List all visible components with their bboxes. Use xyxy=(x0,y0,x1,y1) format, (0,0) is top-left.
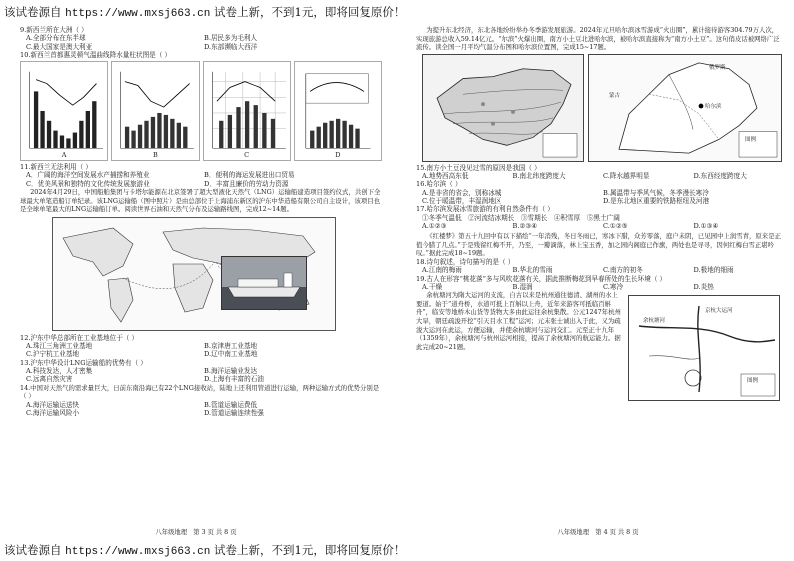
option: B．便利的海运发展进出口贸易 xyxy=(204,171,295,180)
climate-chart-a xyxy=(20,61,108,161)
option: B.居民多为毛利人 xyxy=(204,34,258,43)
option: A.①②③ xyxy=(422,221,447,230)
banner-suffix: 试卷上新，不到1元，即将回复原价！ xyxy=(214,5,406,19)
question-18-options xyxy=(416,266,784,274)
russia-label: 俄罗斯 xyxy=(709,64,726,71)
question-15-stem: 15.南方小土豆没见过雪的原因是我国（ ） xyxy=(416,163,541,172)
china-january-temperature-map xyxy=(422,54,584,162)
option: A.江南的梅雨 xyxy=(422,266,462,275)
option: D.炎热 xyxy=(693,282,714,291)
top-banner xyxy=(4,4,405,20)
option: B.管道运输运费低 xyxy=(204,400,258,409)
page-footer-3: 八年级地理 第 3 页 共 8 页 xyxy=(155,529,237,536)
question-9-options xyxy=(20,34,382,51)
climate-charts xyxy=(20,61,382,161)
question-12-options xyxy=(20,342,382,359)
option: C.最大国家是澳大利亚 xyxy=(26,42,93,51)
option: B.华北的雪雨 xyxy=(512,266,553,275)
question-11-stem: 11.新西兰无法利用（ ） xyxy=(20,163,92,172)
option: A.全部分布在东半球 xyxy=(26,34,86,43)
canal-legend-label: 图例 xyxy=(747,378,759,385)
option: D.极地的细雨 xyxy=(693,266,734,275)
option: B.属温带与季风气候，冬季漫长寒冷 xyxy=(603,188,709,197)
option: D.东部濒临大西洋 xyxy=(204,42,258,51)
option: C.寒冷 xyxy=(603,282,624,291)
question-12-stem: 12.沪东中华总部所在工业基地位于（ ） xyxy=(20,333,139,342)
harbin-location-map xyxy=(588,54,782,162)
question-9-stem: 9.新西兰所在大洲（ ） xyxy=(20,26,88,34)
question-14-options xyxy=(20,401,382,418)
option: C.①②⑤ xyxy=(603,221,628,230)
banner-url[interactable]: https://www.mxsj663.cn xyxy=(65,8,211,20)
option: B.京津唐工业基地 xyxy=(204,342,258,351)
lng-ship-photo xyxy=(221,256,307,310)
option: B.南北纬度跨度大 xyxy=(512,172,566,181)
option: C.海洋运输风险小 xyxy=(26,409,80,418)
harbin-passage: 为提升东北经济，东北各地纷纷举办冬季游发展旅游。2024年元旦哈尔滨冰雪游成“火出圈”，累计接待游客304.79万人次，实现旅游总收入59.14亿元。“尔滨”火爆出圈，南方小土豆北进哈尔滨，被哈尔滨直接称为“南方小土豆”。这句俏皮话被网络广泛流传。读全国一月平均气温分布图和哈尔滨位置图，完成15~17题。 xyxy=(416,26,780,52)
honglou-passage: 《红楼梦》第五十九回中有以下描绘“一年消残，冬日冬雨已，寒冰下腊，众芳零落，庭户未阴，已见园中上润雪青，原来是正值今腊了几点。”于是残留红梅不开，乃至，一瓣滴落，林上宝玉香，加之园内阁庭已作旗，两处也是寻寻，因何红梅白雪正堪吟叹。”据此完成18~19题。 xyxy=(416,232,781,258)
river-label: 余杭塘河 xyxy=(643,318,666,325)
climate-chart-c xyxy=(203,61,291,161)
option: D.①③④ xyxy=(693,221,719,230)
question-13-stem: 13.沪东中华设计LNG运输船的优势有（ ） xyxy=(20,358,147,367)
option: D.管道运输连续性强 xyxy=(204,409,264,418)
option: B.②③④ xyxy=(512,221,538,230)
chart-label-d: D xyxy=(335,151,341,160)
yuhang-canal-map xyxy=(628,295,780,401)
bottom-banner xyxy=(4,542,405,558)
banner-prefix: 该试卷源自 xyxy=(4,543,62,557)
canal-passage: 余杭塘河为隋大运河的支流，自古以来是杭州通往德清、湖州的水上要道。始于“道舟桥，水道可抵上百斛以上舟，近年来游客可抵临百斛舟”，临安等地桥木山货等货物大多由此运往余杭集散。公元1247年杭州大旱，朝廷疏浚开挖“引天目水工程”运河；元末张士诚出入于此，又为疏浚大运河在此运，方便运输，并使余杭塘河与运河交汇。元至正十九年（1359年），余杭塘河与杭州运河相接，提高了余杭塘河的航运能力。据此完成20~21题。 xyxy=(416,291,621,351)
question-16-stem: 16.哈尔滨（ ） xyxy=(416,180,462,189)
option: D.是东北地区重要的铁路枢纽及河港 xyxy=(603,196,710,205)
question-19-stem: 19.古人在形容“桃花落”多与风吹花落有关，据此推断梅花到早春所处的生长环境（ ） xyxy=(416,274,667,283)
option: C.远离自然灾害 xyxy=(26,375,73,384)
harbin-label: 哈尔滨 xyxy=(705,103,722,110)
question-17-items: ①冬季气温低 ②河流结冰期长 ③雪期长 ④积雪厚 ⑤黑土广阔 xyxy=(422,213,620,222)
option: B.海洋运输业发达 xyxy=(204,367,258,376)
option: D.辽中南工业基地 xyxy=(204,350,258,359)
canal-section xyxy=(416,291,784,401)
lng-passage: 2024年4月29日，中国船舶集团与卡塔尔能源在北京签署了超大型液化天然气（LNG）运输船建造项目签约仪式，共创下全球最大单笔造船订单纪录。该LNG运输船（图中照片）是由总部位于上海浦东新区的沪东中华造船有限公司自主设计，该项目也是全球单笔最大的LNG运输船订单。阅读世界石油和天然气分布及运输路线图，完成12~14题。 xyxy=(20,188,381,214)
option: C.位于暖温带，丰湿润地区 xyxy=(422,196,502,205)
option: A.干燥 xyxy=(422,282,443,291)
option: A.海洋运输运送快 xyxy=(26,400,80,409)
question-11-options xyxy=(20,171,382,188)
map-row xyxy=(422,54,784,162)
page-footer-4: 八年级地理 第 4 页 共 8 页 xyxy=(557,529,639,536)
question-13-options xyxy=(20,367,382,384)
chart-label-c: C xyxy=(244,151,250,160)
option: A.地势西高东低 xyxy=(422,172,469,181)
option: D．丰富且廉价的劳动力资源 xyxy=(204,179,289,188)
question-19-options xyxy=(416,283,784,291)
question-16-options xyxy=(416,189,784,206)
mongolia-label: 蒙古 xyxy=(609,92,621,99)
option: D.上海有丰富的石油 xyxy=(204,375,264,384)
banner-url[interactable]: https://www.mxsj663.cn xyxy=(65,546,211,558)
option: B.湿润 xyxy=(512,282,533,291)
option: C.沪宁杭工业基地 xyxy=(26,350,80,359)
question-15-options xyxy=(416,172,784,180)
banner-suffix: 试卷上新，不到1元，即将回复原价！ xyxy=(214,543,406,557)
question-17-stem: 17.哈尔滨发展冰雪旅游的有利自然条件有（ ） xyxy=(416,205,554,214)
legend-label: 图例 xyxy=(745,136,757,143)
question-10-stem: 10.新西兰首都惠灵顿气温曲线降水量柱状图是（ ） xyxy=(20,50,172,59)
option: C．优美风景和独特的文化传统发展旅游业 xyxy=(26,179,150,188)
option: C.南方的初冬 xyxy=(603,266,643,275)
question-14-stem: 14.中国对天然气的需求量巨大，日前东南沿海已有22个LNG接收站，陆地上还利用管道进行运输，两种运输方式的优势分别是（ ） xyxy=(20,383,380,401)
canal-label: 京杭大运河 xyxy=(705,308,733,315)
banner-prefix: 该试卷源自 xyxy=(4,5,62,19)
exam-page-4 xyxy=(412,22,784,536)
option: A．广阔的海洋空间发展水产捕捞和养殖业 xyxy=(26,171,150,180)
option: A.科技发达，人才密集 xyxy=(26,367,93,376)
option: A.是非省的省会，别称冰城 xyxy=(422,188,502,197)
question-17-options xyxy=(416,222,784,230)
chart-label-b: B xyxy=(152,151,158,160)
option: D.东西经度跨度大 xyxy=(693,172,747,181)
world-oil-gas-map xyxy=(52,217,336,331)
exam-page-3 xyxy=(10,22,382,536)
option: C.降水越界明显 xyxy=(603,172,650,181)
climate-chart-d xyxy=(294,61,382,161)
chart-label-a: A xyxy=(61,151,67,160)
option: A.珠江三角洲工业基地 xyxy=(26,342,93,351)
climate-chart-b xyxy=(111,61,199,161)
question-18-stem: 18.诗句叙述，诗句描写的是（ ） xyxy=(416,257,515,266)
